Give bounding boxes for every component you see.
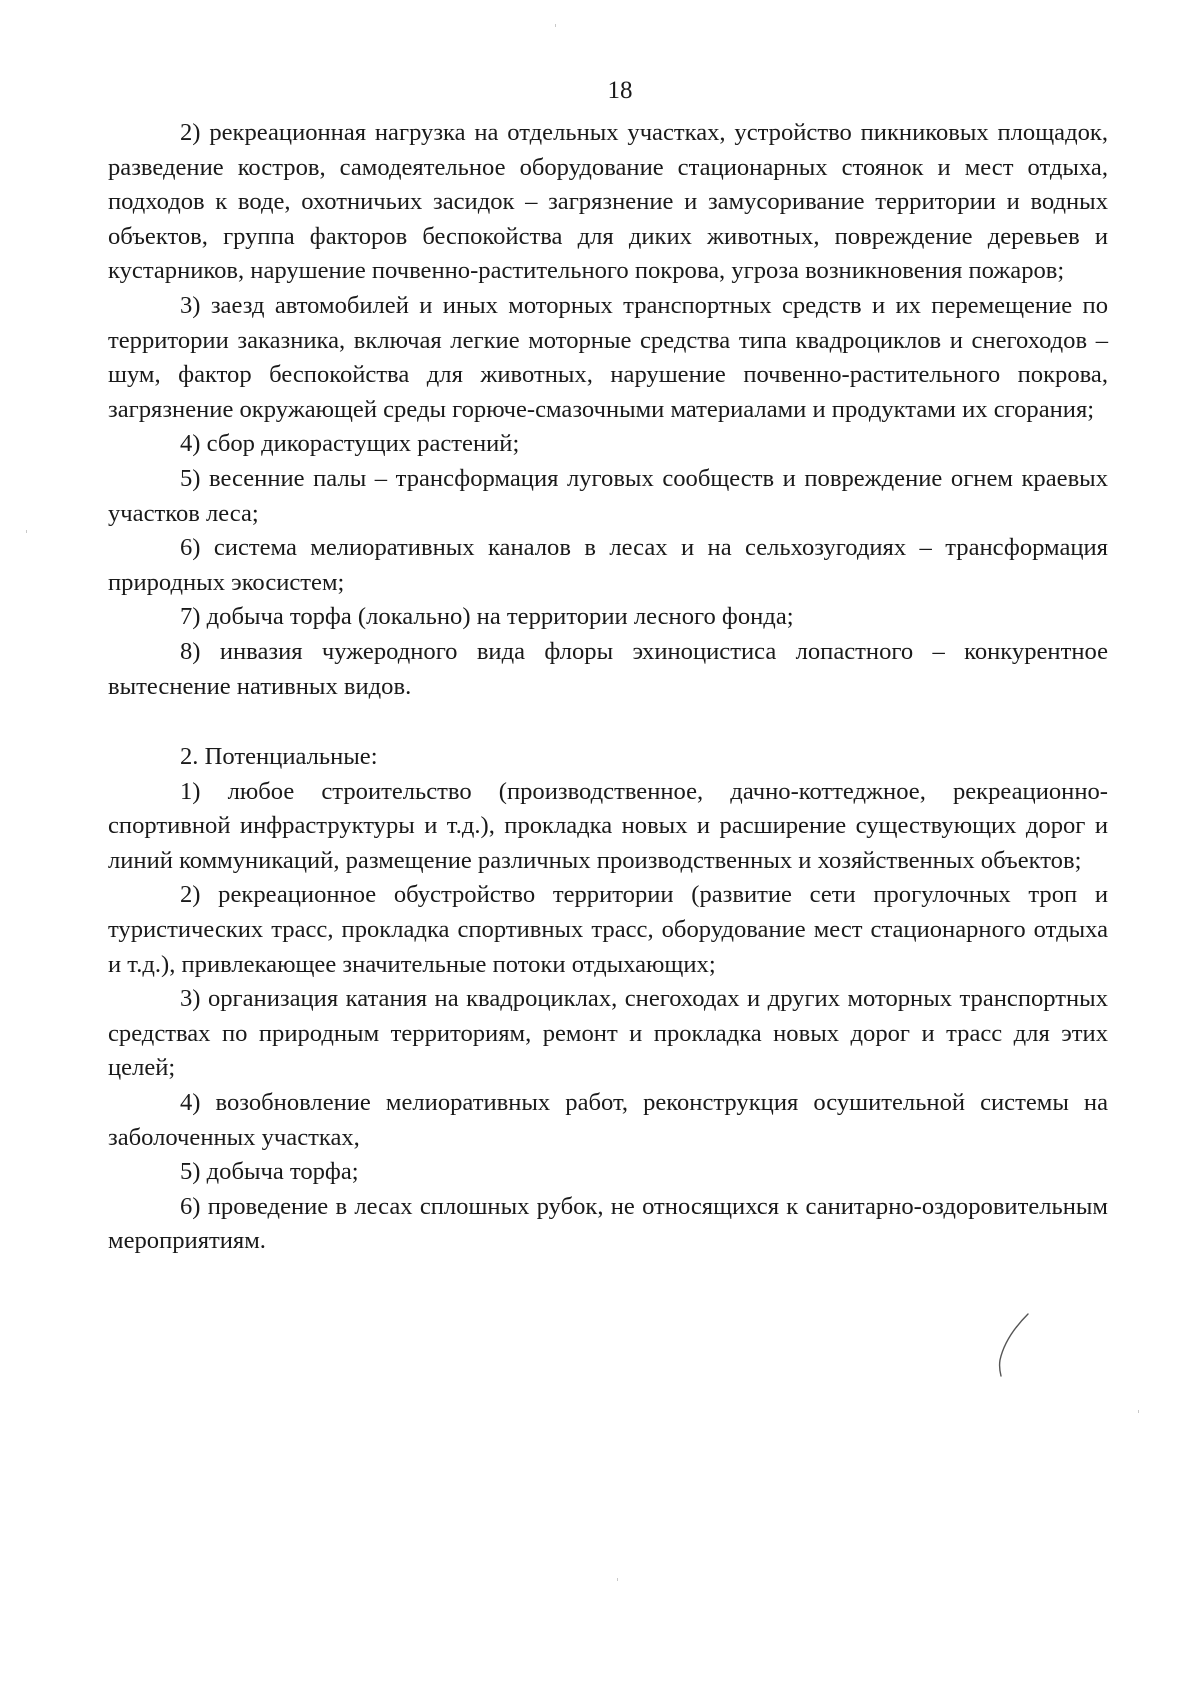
document-body	[108, 116, 1108, 1259]
scan-artifact	[1138, 1410, 1139, 1413]
paragraph-current-factor-6: 6) система мелиоративных каналов в лесах и на сельхозугодиях – трансформация природных экосистем;	[108, 534, 1108, 596]
page-number: 18	[607, 77, 633, 104]
paragraph-potential-factor-1: 1) любое строительство (производственное, дачно-коттеджное, рекреационно-спортивной инфраструктуры и т.д.), прокладка новых и расширение существующих дорог и линий коммуникаций, размещение различных производственных и хозяйственных объектов;	[108, 777, 1108, 874]
paragraph-current-factor-8: 8) инвазия чужеродного вида флоры эхиноцистиса лопастного – конкурентное вытеснение нативных видов.	[108, 637, 1108, 700]
paragraph-potential-factor-5: 5) добыча торфа;	[180, 1158, 359, 1186]
paragraph-current-factor-4: 4) сбор дикорастущих растений;	[180, 430, 520, 458]
paragraph-current-factor-5: 5) весенние палы – трансформация луговых сообществ и повреждение огнем краевых участков леса;	[108, 464, 1108, 527]
scan-artifact	[26, 530, 27, 533]
scan-artifact	[617, 1578, 618, 1581]
paragraph-potential-factor-4: 4) возобновление мелиоративных работ, реконструкция осушительной системы на заболоченных участках,	[108, 1089, 1108, 1151]
pen-mark-icon	[994, 1312, 1034, 1378]
section-heading-potential: 2. Потенциальные:	[180, 743, 378, 771]
paragraph-potential-factor-6: 6) проведение в лесах сплошных рубок, не относящихся к санитарно-оздоровительным мероприятиям.	[108, 1192, 1108, 1255]
paragraph-current-factor-3: 3) заезд автомобилей и иных моторных транспортных средств и их перемещение по территории заказника, включая легкие моторные средства типа квадроциклов и снегоходов – шум, фактор беспокойства для животных, нарушение почвенно-растительного покрова, загрязнение окружающей среды горюче-смазочными материалами и продуктами их сгорания;	[108, 291, 1108, 423]
paragraph-current-factor-7: 7) добыча торфа (локально) на территории лесного фонда;	[180, 603, 794, 631]
paragraph-current-factor-2: 2) рекреационная нагрузка на отдельных участках, устройство пикниковых площадок, разведение костров, самодеятельное оборудование стационарных стоянок и мест отдыха, подходов к воде, охотничьих засидок – загрязнение и замусоривание территории и водных объектов, группа факторов беспокойства для диких животных, повреждение деревьев и кустарников, нарушение почвенно-растительного покрова, угроза возникновения пожаров;	[108, 119, 1108, 285]
paragraph-potential-factor-2: 2) рекреационное обустройство территории (развитие сети прогулочных троп и туристических трасс, прокладка спортивных трасс, оборудование мест стационарного отдыха и т.д.), привлекающее значительные потоки отдыхающих;	[108, 881, 1108, 978]
paragraph-potential-factor-3: 3) организация катания на квадроциклах, снегоходах и других моторных транспортных средствах по природным территориям, ремонт и прокладка новых дорог и трасс для этих целей;	[108, 985, 1108, 1082]
scan-artifact	[555, 24, 556, 27]
